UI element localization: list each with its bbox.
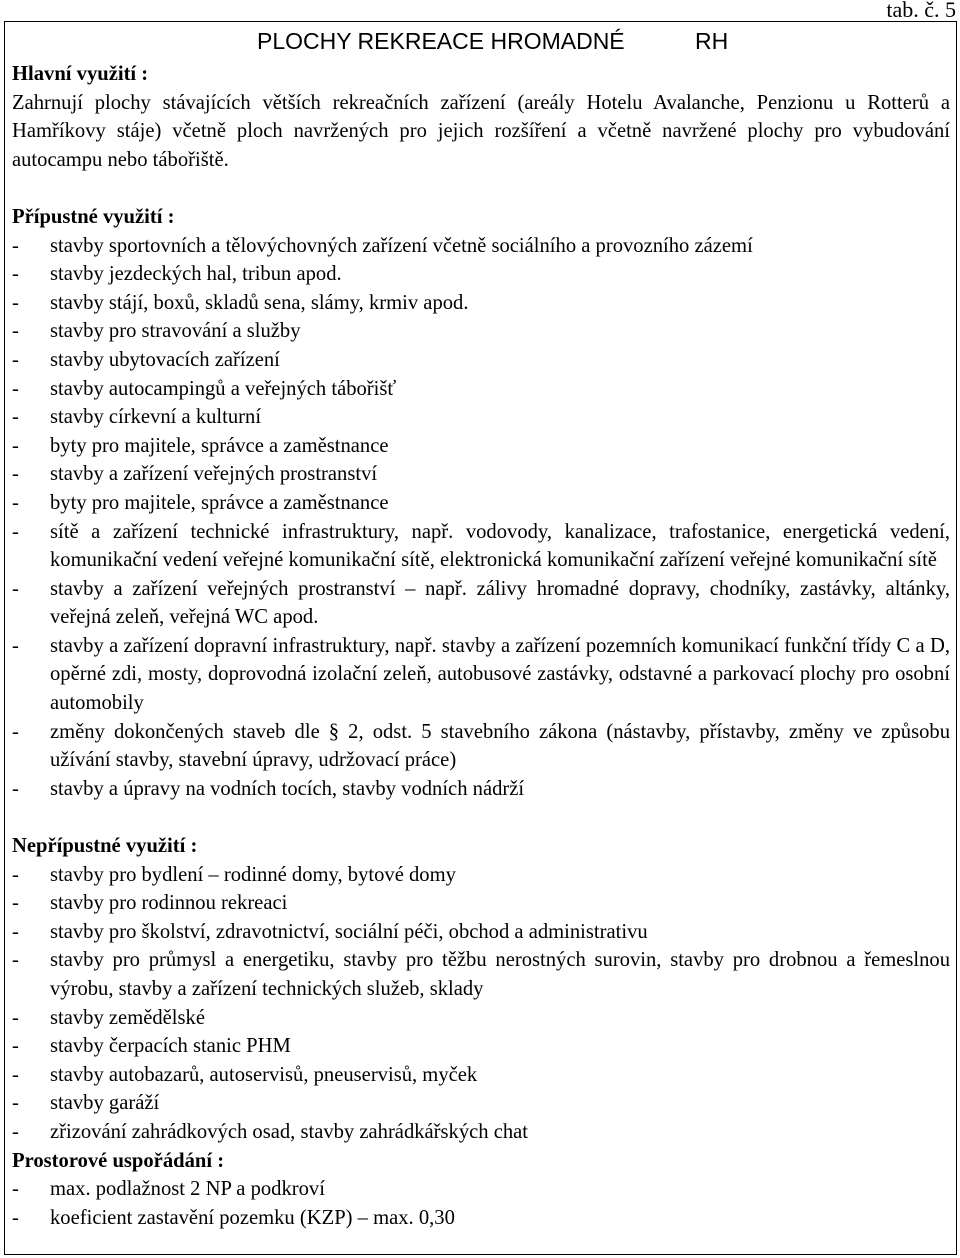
list-bullet: - [12,777,19,800]
list-item [12,1175,950,1204]
list-item [12,317,950,346]
heading-title: PLOCHY REKREACE HROMADNÉ [257,28,625,54]
list-item-text: stavby jezdeckých hal, tribun apod. [50,263,342,286]
list-bullet: - [12,892,19,915]
spatial-arrangement-section [12,1147,950,1233]
list-item-text: stavby pro školství, zdravotnictví, sociální péči, obchod a administrativu [50,920,648,943]
list-bullet: - [12,406,19,429]
list-bullet: - [12,263,19,286]
list-bullet: - [12,1063,19,1086]
regulation-table [4,21,957,1255]
list-item [12,946,950,1003]
heading-code: RH [695,28,729,54]
prohibited-use-list [12,861,950,1147]
list-bullet: - [12,920,19,943]
list-item [12,718,950,775]
list-item-text: koeficient zastavění pozemku (KZP) – max. 0,30 [50,1206,455,1229]
main-use-section [12,60,950,174]
list-item-text: stavby stájí, boxů, skladů sena, slámy, krmiv apod. [50,291,469,314]
list-item-text: byty pro majitele, správce a zaměstnance [50,491,389,514]
list-bullet: - [12,1206,19,1229]
list-item [12,1118,950,1147]
list-bullet: - [12,1006,19,1029]
list-item-text: sítě a zařízení technické infrastruktury, např. vodovody, kanalizace, trafostanice, energetická vedení, komunikační vedení veřejné komunikační sítě, elektronická komunikační zařízení veřejné komunikační sítě [50,520,950,572]
table-content [12,60,950,1232]
list-bullet: - [12,634,19,657]
list-item-text: stavby a zařízení veřejných prostranství [50,463,378,486]
list-bullet: - [12,949,19,972]
list-item-text: stavby čerpacích stanic PHM [50,1035,291,1058]
list-bullet: - [12,348,19,371]
prohibited-use-label: Nepřípustné využití : [12,835,198,858]
list-item [12,1032,950,1061]
main-use-text: Zahrnují plochy stávajících větších rekreačních zařízení (areály Hotelu Avalanche, Penzionu u Rotterů a Hamříkovy stáje) včetně ploch navržených pro jejich rozšíření a včetně navržené plochy pro vybudování autocampu nebo tábořiště. [12,91,950,171]
permitted-use-label: Přípustné využití : [12,205,175,228]
list-item-text: stavby církevní a kulturní [50,406,262,429]
list-bullet: - [12,491,19,514]
spatial-arrangement-label: Prostorové uspořádání : [12,1149,225,1172]
list-item [12,1089,950,1118]
list-item-text: stavby a zařízení dopravní infrastruktury, např. stavby a zařízení pozemních komunikací funkční třídy C a D, opěrné zdi, mosty, doprovodná izolační zeleň, autobusové zastávky, odstavné a parkovací plochy pro osobní automobily [50,634,950,715]
list-item [12,918,950,947]
list-bullet: - [12,863,19,886]
list-bullet: - [12,234,19,257]
list-item-text: stavby pro bydlení – rodinné domy, bytové domy [50,863,456,886]
table-number: tab. č. 5 [886,0,956,22]
list-item [12,1061,950,1090]
list-item [12,432,950,461]
list-bullet: - [12,720,19,743]
list-item [12,260,950,289]
list-bullet: - [12,577,19,600]
list-item [12,1204,950,1233]
list-item-text: stavby autobazarů, autoservisů, pneuservisů, myček [50,1063,478,1086]
list-item-text: stavby zemědělské [50,1006,205,1029]
list-item-text: stavby garáží [50,1092,160,1115]
list-item [12,632,950,718]
list-bullet: - [12,377,19,400]
spatial-arrangement-list [12,1175,950,1232]
list-item [12,889,950,918]
list-item-text: změny dokončených staveb dle § 2, odst. 5 stavebního zákona (nástavby, přístavby, změny ve způsobu užívání stavby, stavební úpravy, udržovací práce) [50,720,950,772]
list-bullet: - [12,320,19,343]
list-item [12,775,950,804]
list-item-text: stavby sportovních a tělovýchovných zařízení včetně sociálního a provozního zázemí [50,234,753,257]
list-item-text: stavby pro rodinnou rekreaci [50,892,288,915]
list-bullet: - [12,520,19,543]
list-item [12,375,950,404]
list-bullet: - [12,434,19,457]
list-item [12,518,950,575]
prohibited-use-section [12,832,950,1147]
permitted-use-list [12,232,950,804]
list-bullet: - [12,463,19,486]
list-bullet: - [12,1035,19,1058]
permitted-use-section [12,203,950,803]
list-item [12,460,950,489]
list-item-text: stavby a úpravy na vodních tocích, stavby vodních nádrží [50,777,525,800]
list-item-text: max. podlažnost 2 NP a podkroví [50,1178,325,1201]
list-bullet: - [12,1092,19,1115]
list-item-text: stavby autocampingů a veřejných tábořišť [50,377,397,400]
list-item [12,403,950,432]
main-use-label: Hlavní využití : [12,63,149,85]
list-item-text: stavby pro stravování a služby [50,320,301,343]
list-item [12,232,950,261]
list-item [12,489,950,518]
list-item [12,575,950,632]
list-item [12,1004,950,1033]
list-item [12,861,950,890]
list-item-text: stavby ubytovacích zařízení [50,348,280,371]
list-item-text: stavby a zařízení veřejných prostranství – např. zálivy hromadné dopravy, chodníky, zastávky, altánky, veřejná zeleň, veřejná WC apod. [50,577,950,629]
list-item [12,346,950,375]
list-item-text: byty pro majitele, správce a zaměstnance [50,434,389,457]
list-item-text: stavby pro průmysl a energetiku, stavby pro těžbu nerostných surovin, stavby pro drobnou a řemeslnou výrobu, stavby a zařízení technických služeb, sklady [50,949,950,1000]
list-bullet: - [12,1178,19,1201]
list-item [12,289,950,318]
list-bullet: - [12,291,19,314]
list-bullet: - [12,1120,19,1143]
list-item-text: zřizování zahrádkových osad, stavby zahrádkářských chat [50,1120,529,1143]
